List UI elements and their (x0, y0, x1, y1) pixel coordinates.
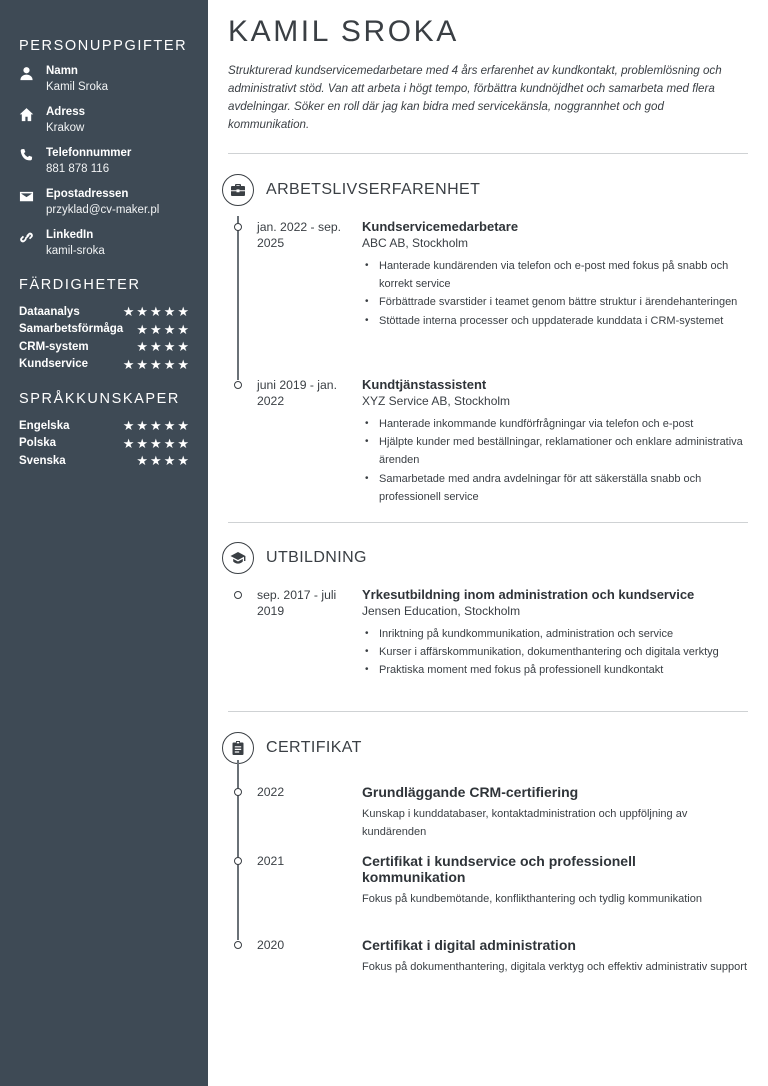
language-row (19, 435, 189, 453)
star-icon: ★ (163, 304, 176, 320)
skill-rating (123, 358, 189, 371)
language-name: Engelska (19, 419, 70, 432)
education-header (222, 541, 748, 575)
star-icon: ★ (122, 435, 135, 451)
contact-value: Krakow (46, 122, 85, 134)
language-rating (136, 454, 189, 467)
certificates-timeline (228, 774, 748, 1014)
languages-heading: SPRÅKKUNSKAPER (19, 391, 180, 407)
star-icon: ★ (136, 453, 149, 469)
experience-entry (228, 219, 748, 330)
education-entry (228, 587, 748, 680)
star-icon: ★ (163, 356, 176, 372)
skill-name: Dataanalys (19, 305, 80, 318)
star-icon: ★ (150, 339, 162, 355)
star-icon: ★ (177, 453, 189, 469)
candidate-name: KAMIL SROKA (228, 15, 459, 48)
divider (228, 153, 748, 154)
entry-subtitle: XYZ Service AB, Stockholm (362, 394, 511, 408)
star-icon: ★ (177, 356, 189, 372)
bullet-item: • Praktiska moment med fokus på professionell kundkontakt (362, 661, 748, 679)
entry-bullets (362, 625, 748, 680)
entry-title: Kundtjänstassistent (362, 377, 487, 392)
main-content (228, 0, 748, 1014)
bullet-item: • Stöttade interna processer och uppdaterade kunddata i CRM-systemet (362, 312, 748, 330)
entry-subtitle: Jensen Education, Stockholm (362, 604, 521, 618)
graduation-cap-icon (222, 542, 254, 574)
experience-entry (228, 377, 748, 506)
entry-subtitle: ABC AB, Stockholm (362, 236, 469, 250)
star-icon: ★ (122, 304, 135, 320)
certificates-section (228, 731, 748, 1014)
certificates-header (222, 731, 748, 765)
contact-label: Telefonnummer (46, 147, 132, 159)
contact-value: kamil-sroka (46, 245, 105, 257)
education-section (228, 541, 748, 694)
entry-date: juni 2019 - jan. 2022 (257, 378, 337, 408)
skill-row (19, 338, 189, 356)
star-icon: ★ (150, 321, 162, 337)
star-icon: ★ (150, 453, 162, 469)
certificate-entry (228, 784, 748, 841)
star-icon: ★ (136, 435, 149, 451)
language-name: Polska (19, 437, 57, 450)
language-row (19, 452, 189, 470)
certificate-title: Certifikat i digital administration (362, 937, 576, 953)
bullet-item: • Hanterade kundärenden via telefon och e-post med fokus på snabb och korrekt service (362, 257, 748, 293)
certificate-description: Fokus på kundbemötande, konflikthantering och tydlig kommunikation (362, 893, 702, 905)
contact-value: 881 878 116 (46, 163, 110, 175)
skill-rating (136, 323, 189, 336)
certificates-title: CERTIFIKAT (266, 739, 362, 756)
star-icon: ★ (136, 356, 149, 372)
email-icon (19, 189, 34, 204)
contact-linkedin (19, 228, 189, 259)
entry-bullets (362, 257, 748, 330)
bullet-item: • Hanterade inkommande kundförfrågningar via telefon och e-post (362, 415, 748, 433)
entry-bullets (362, 415, 748, 506)
divider (228, 711, 748, 712)
skill-name: Kundservice (19, 358, 89, 371)
experience-section (228, 173, 748, 506)
star-icon: ★ (177, 435, 189, 451)
certificate-entry (228, 853, 748, 908)
contact-address (19, 105, 189, 136)
contact-name (19, 64, 189, 95)
divider (228, 522, 748, 523)
entry-date: jan. 2022 - sep. 2025 (257, 220, 342, 250)
star-icon: ★ (136, 339, 149, 355)
skill-name: Samarbetsförmåga (19, 323, 124, 336)
contact-value: przyklad@cv-maker.pl (46, 204, 160, 216)
certificate-title: Grundläggande CRM-certifiering (362, 784, 579, 800)
skills-section (19, 277, 189, 373)
experience-timeline (228, 216, 748, 506)
star-icon: ★ (136, 304, 149, 320)
star-icon: ★ (163, 321, 176, 337)
entry-date: 2022 (257, 785, 285, 799)
contact-label: LinkedIn (46, 229, 94, 241)
star-icon: ★ (163, 453, 176, 469)
skill-row (19, 303, 189, 321)
star-icon: ★ (136, 418, 149, 434)
skill-rating (123, 305, 189, 318)
contact-label: Namn (46, 65, 78, 77)
language-row (19, 417, 189, 435)
star-icon: ★ (177, 418, 189, 434)
contact-label: Adress (46, 106, 85, 118)
entry-date: 2021 (257, 854, 285, 868)
bullet-item: • Samarbetade med andra avdelningar för att säkerställa snabb och professionell service (362, 470, 748, 506)
star-icon: ★ (177, 321, 189, 337)
personal-info-heading: PERSONUPPGIFTER (19, 38, 188, 54)
skill-name: CRM-system (19, 340, 89, 353)
certificate-description: Kunskap i kunddatabaser, kontaktadministration och uppföljning av kundärenden (362, 808, 688, 839)
skill-row (19, 356, 189, 374)
skills-heading: FÄRDIGHETER (19, 277, 141, 293)
link-icon (19, 230, 34, 245)
education-title: UTBILDNING (266, 549, 367, 566)
languages-section (19, 391, 189, 470)
contact-phone (19, 146, 189, 177)
certificate-description: Fokus på dokumenthantering, digitala verktyg och effektiv administrativ support (362, 961, 747, 973)
star-icon: ★ (163, 418, 176, 434)
star-icon: ★ (150, 304, 162, 320)
experience-title: ARBETSLIVSERFARENHET (266, 181, 481, 198)
certificate-entry (228, 937, 748, 976)
briefcase-icon (222, 174, 254, 206)
bullet-item: • Förbättrade svarstider i teamet genom bättre struktur i ärendehanteringen (362, 293, 748, 311)
star-icon: ★ (150, 435, 162, 451)
star-icon: ★ (150, 418, 162, 434)
experience-header (222, 173, 748, 207)
language-name: Svenska (19, 454, 66, 467)
entry-date: 2020 (257, 938, 285, 952)
skills-list (19, 303, 189, 373)
contact-label: Epostadressen (46, 188, 129, 200)
education-timeline (228, 584, 748, 694)
person-icon (19, 66, 34, 81)
languages-list (19, 417, 189, 470)
skill-row (19, 321, 189, 339)
star-icon: ★ (150, 356, 162, 372)
bullet-item: • Inriktning på kundkommunikation, administration och service (362, 625, 748, 643)
entry-title: Yrkesutbildning inom administration och kundservice (362, 587, 695, 602)
language-rating (123, 437, 189, 450)
entry-title: Kundservicemedarbetare (362, 219, 519, 234)
star-icon: ★ (163, 435, 176, 451)
star-icon: ★ (177, 339, 189, 355)
phone-icon (19, 148, 34, 163)
entry-date: sep. 2017 - juli 2019 (257, 588, 337, 618)
bullet-item: • Hjälpte kunder med beställningar, reklamationer och enklare administrativa ärenden (362, 433, 748, 469)
star-icon: ★ (122, 356, 135, 372)
certificate-title: Certifikat i kundservice och professionell kommunikation (362, 853, 636, 885)
star-icon: ★ (177, 304, 189, 320)
bullet-item: • Kurser i affärskommunikation, dokumenthantering och digitala verktyg (362, 643, 748, 661)
sidebar (0, 0, 208, 1086)
skill-rating (136, 340, 189, 353)
contact-email (19, 187, 189, 218)
language-rating (123, 419, 189, 432)
star-icon: ★ (163, 339, 176, 355)
profile-summary: Strukturerad kundservicemedarbetare med 4 års erfarenhet av kundkontakt, problemlösning och administrativt stöd. Van att arbeta i högt tempo, förbättra kundnöjdhet och samarbeta med flera avdelningar. Söker en roll där jag kan bidra med servicekänsla, noggrannhet och god kommunikation. (228, 64, 722, 131)
home-icon (19, 107, 34, 122)
star-icon: ★ (122, 418, 135, 434)
contact-value: Kamil Sroka (46, 81, 108, 93)
star-icon: ★ (136, 321, 149, 337)
